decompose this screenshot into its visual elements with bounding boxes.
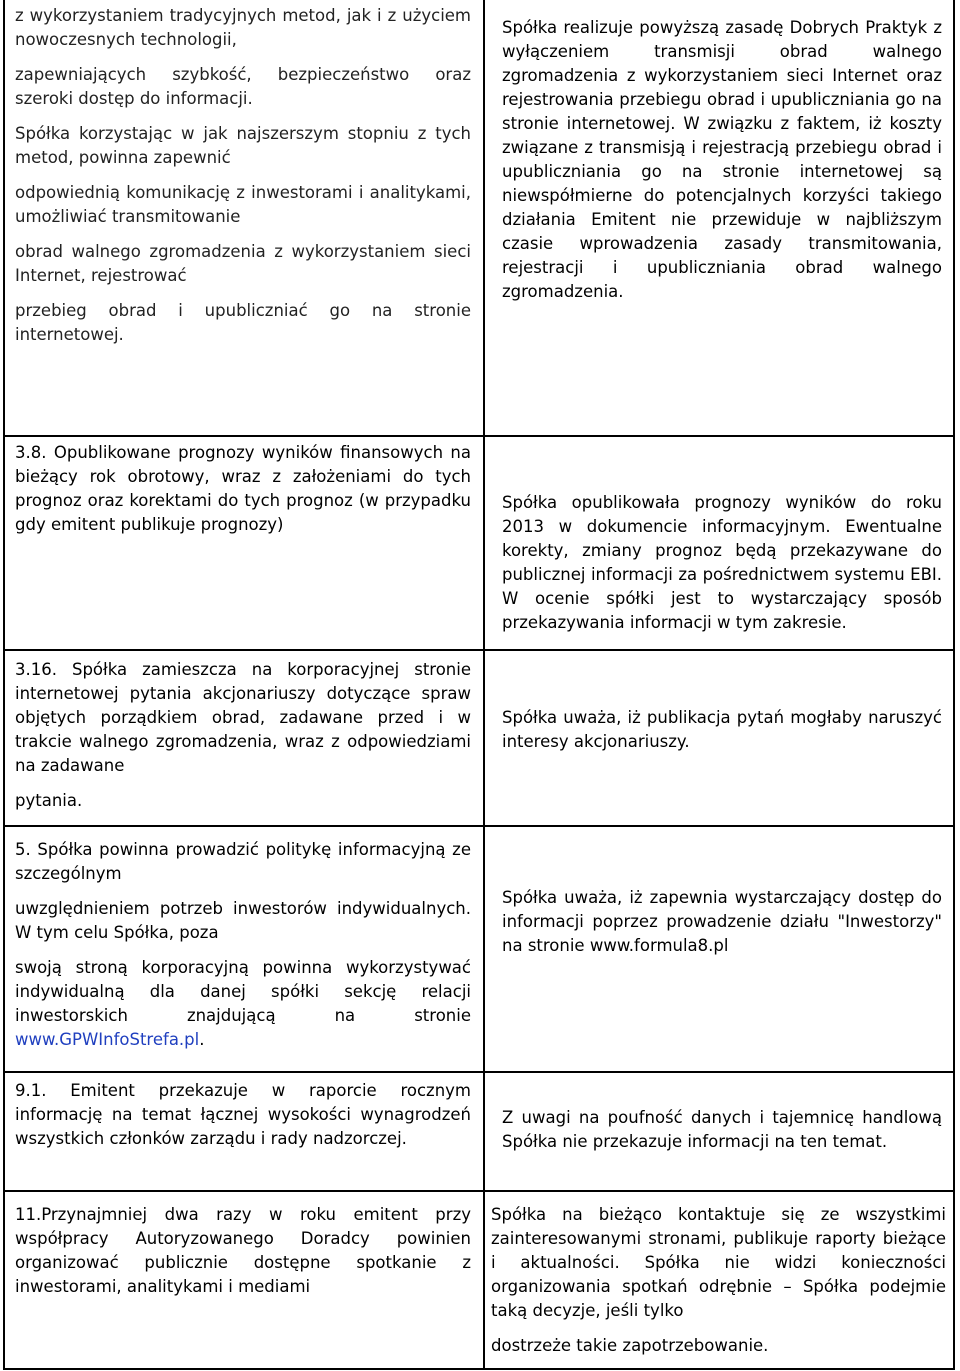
governance-table bbox=[3, 0, 955, 1370]
row-6-comment bbox=[491, 1203, 946, 1358]
paragraph: Spółka uważa, iż publikacja pytań mogłaby naruszyć interesy akcjonariuszy. bbox=[502, 708, 942, 751]
paragraph: Z uwagi na poufność danych i tajemnicę handlową Spółka nie przekazuje informacji na ten temat. bbox=[502, 1108, 942, 1151]
paragraph: Spółka uważa, iż zapewnia wystarczający dostęp do informacji poprzez prowadzenie działu "Inwestorzy" na stronie www.formula8.pl bbox=[502, 888, 942, 955]
paragraph: Spółka realizuje powyższą zasadę Dobrych Praktyk z wyłączeniem transmisji obrad walnego zgromadzenia z wykorzystaniem sieci Internet oraz rejestrowania przebiegu obrad i upubliczniania go na stronie internetowej. W związku z faktem, iż koszty związane z transmisją i rejestracją przebiegu obrad i upubliczniania go na stronie internetowej są niewspółmierne do potencjalnych korzyści takiego działania Emitent nie przewiduje w najbliższym czasie wprowadzenia zasady transmitowania, rejestracji i upubliczniania obrad walnego zgromadzenia. bbox=[502, 18, 942, 301]
table-border-left bbox=[3, 0, 5, 1370]
paragraph-text: swoją stroną korporacyjną powinna wykorzystywać indywidualną dla danej spółki sekcję relacji inwestorskich znajdującą na stronie bbox=[15, 958, 471, 1025]
row-2-principle bbox=[15, 441, 471, 537]
row-divider bbox=[3, 1190, 955, 1192]
paragraph: odpowiednią komunikację z inwestorami i analitykami, umożliwiać transmitowanie bbox=[15, 183, 471, 226]
row-divider bbox=[3, 825, 955, 827]
gpwinfostrefa-link[interactable]: www.GPWInfoStrefa.pl bbox=[15, 1030, 200, 1049]
paragraph bbox=[15, 956, 471, 1052]
table-border-bottom bbox=[3, 1368, 955, 1370]
paragraph: zapewniających szybkość, bezpieczeństwo oraz szeroki dostęp do informacji. bbox=[15, 65, 471, 108]
paragraph: 9.1. Emitent przekazuje w raporcie rocznym informację na temat łącznej wysokości wynagrodzeń wszystkich członków zarządu i rady nadzorczej. bbox=[15, 1081, 471, 1148]
paragraph: 3.8. Opublikowane prognozy wyników finansowych na bieżący rok obrotowy, wraz z założeniami do tych prognoz oraz korektami do tych prognoz (w przypadku gdy emitent publikuje prognozy) bbox=[15, 443, 471, 534]
paragraph: dostrzeże takie zapotrzebowanie. bbox=[491, 1336, 769, 1355]
paragraph: z wykorzystaniem tradycyjnych metod, jak i z użyciem nowoczesnych technologii, bbox=[15, 6, 471, 49]
row-1-comment bbox=[502, 16, 942, 304]
row-5-principle bbox=[15, 1079, 471, 1151]
paragraph: obrad walnego zgromadzenia z wykorzystaniem sieci Internet, rejestrować bbox=[15, 242, 471, 285]
paragraph: Spółka na bieżąco kontaktuje się ze wszystkimi zainteresowanymi stronami, publikuje raporty bieżące i aktualności. Spółka nie widzi konieczności organizowania spotkań odrębnie – Spółka podejmie taką decyzje, jeśli tylko bbox=[491, 1205, 946, 1320]
paragraph: 3.16. Spółka zamieszcza na korporacyjnej stronie internetowej pytania akcjonariuszy dotyczące spraw objętych porządkiem obrad, zadawane przed i w trakcie walnego zgromadzenia, wraz z odpowiedziami na zadawane bbox=[15, 660, 471, 775]
row-4-comment bbox=[502, 886, 942, 958]
row-2-comment bbox=[502, 491, 942, 635]
row-3-principle bbox=[15, 658, 471, 813]
row-divider bbox=[3, 1071, 955, 1073]
paragraph: przebieg obrad i upubliczniać go na stronie internetowej. bbox=[15, 301, 471, 344]
paragraph: 5. Spółka powinna prowadzić politykę informacyjną ze szczególnym bbox=[15, 840, 471, 883]
paragraph: 11.Przynajmniej dwa razy w roku emitent przy współpracy Autoryzowanego Doradcy powinien organizować publicznie dostępne spotkanie z inwestorami, analitykami i mediami bbox=[15, 1205, 471, 1296]
row-6-principle bbox=[15, 1203, 471, 1299]
column-divider bbox=[483, 0, 485, 1370]
paragraph: Spółka korzystając w jak najszerszym stopniu z tych metod, powinna zapewnić bbox=[15, 124, 471, 167]
link-suffix: . bbox=[199, 1030, 205, 1049]
row-divider bbox=[3, 649, 955, 651]
table-border-right bbox=[953, 0, 955, 1370]
row-1-principle bbox=[15, 4, 471, 347]
row-3-comment bbox=[502, 706, 942, 754]
row-5-comment bbox=[502, 1106, 942, 1154]
paragraph: Spółka opublikowała prognozy wyników do roku 2013 w dokumencie informacyjnym. Ewentualne korekty, zmiany prognoz będą przekazywane do publicznej informacji za pośrednictwem systemu EBI. W ocenie spółki jest to wystarczający sposób przekazywania informacji w tym zakresie. bbox=[502, 493, 942, 632]
row-divider bbox=[3, 435, 955, 437]
row-4-principle bbox=[15, 838, 471, 1052]
paragraph: pytania. bbox=[15, 791, 83, 810]
paragraph: uwzględnieniem potrzeb inwestorów indywidualnych. W tym celu Spółka, poza bbox=[15, 899, 471, 942]
